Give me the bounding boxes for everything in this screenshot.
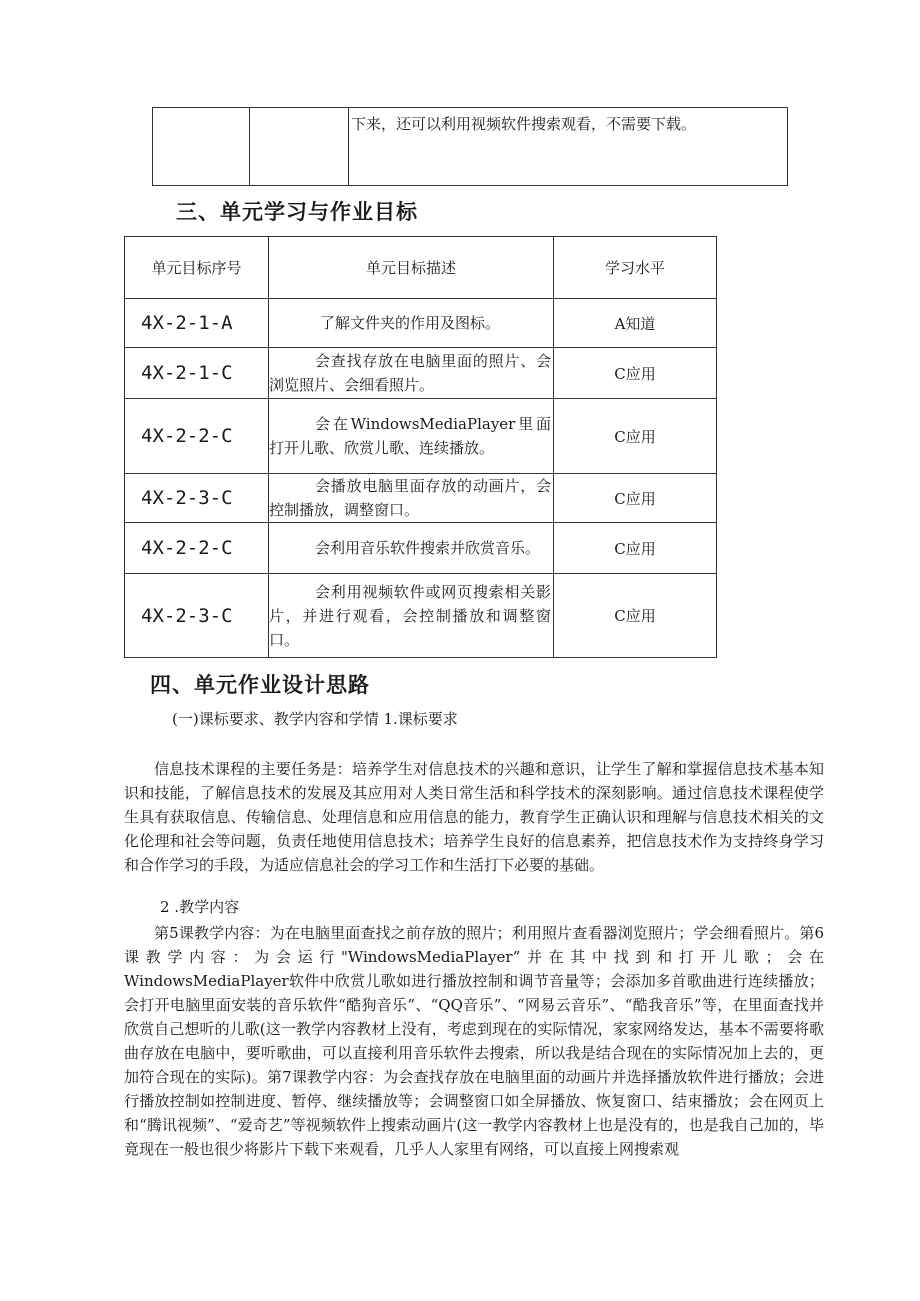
section4-title: 四、单元作业设计思路 [150,673,370,697]
continuation-table [152,107,788,186]
row-level: C应用 [554,523,717,574]
row-code: 4X-2-3-C [125,574,269,658]
continuation-cell-2 [250,108,349,186]
row-desc: 会利用视频软件或网页搜索相关影片，并进行观看，会控制播放和调整窗口。 [269,574,554,658]
subheading-curriculum: (一)课标要求、教学内容和学情 1.课标要求 [172,710,458,728]
row-code: 4X-2-1-A [125,299,269,348]
table-header-row [125,237,717,299]
header-desc: 单元目标描述 [269,237,554,299]
row-level: C应用 [554,574,717,658]
row-level: C应用 [554,474,717,523]
continuation-cell-1 [153,108,250,186]
table-row [125,523,717,574]
row-code: 4X-2-2-C [125,523,269,574]
subheading-content: 2 .教学内容 [160,898,240,916]
row-level: A知道 [554,299,717,348]
section3-title: 三、单元学习与作业目标 [176,200,418,224]
row-code: 4X-2-3-C [125,474,269,523]
row-level: C应用 [554,399,717,474]
row-desc: 会查找存放在电脑里面的照片、会浏览照片、会细看照片。 [269,348,554,399]
header-level: 学习水平 [554,237,717,299]
table-row [125,574,717,658]
row-desc: 了解文件夹的作用及图标。 [269,299,554,348]
objectives-table [124,236,717,658]
paragraph-curriculum: 信息技术课程的主要任务是：培养学生对信息技术的兴趣和意识，让学生了解和掌握信息技术基本知识和技能，了解信息技术的发展及其应用对人类日常生活和科学技术的深刻影响。通过信息技术课程使学生具有获取信息、传输信息、处理信息和应用信息的能力，教育学生正确认识和理解与信息技术相关的文化伦理和社会等问题，负责任地使用信息技术；培养学生良好的信息素养，把信息技术作为支持终身学习和合作学习的手段，为适应信息社会的学习工作和生活打下必要的基础。 [124,760,824,874]
paragraph-content: 第5课教学内容：为在电脑里面查找之前存放的照片；利用照片查看器浏览照片；学会细看照片。第6课教学内容：为会运行"WindowsMediaPlayer”并在其中找到和打开儿歌；会在WindowsMediaPlayer软件中欣赏儿歌如进行播放控制和调节音量等；会添加多首歌曲进行连续播放；会打开电脑里面安装的音乐软件“酷狗音乐”、“QQ音乐”、“网易云音乐”、“酷我音乐”等，在里面查找并欣赏自己想听的儿歌(这一教学内容教材上没有，考虑到现在的实际情况，家家网络发达，基本不需要将歌曲存放在电脑中，要听歌曲，可以直接利用音乐软件去搜索，所以我是结合现在的实际情况加上去的，更加符合现在的实际)。第7课教学内容：为会查找存放在电脑里面的动画片并选择播放软件进行播放；会进行播放控制如控制进度、暂停、继续播放等；会调整窗口如全屏播放、恢复窗口、结束播放；会在网页上和“腾讯视频”、“爱奇艺”等视频软件上搜索动画片(这一教学内容教材上也是没有的，也是我自己加的，毕竟现在一般也很少将影片下载下来观看，几乎人人家里有网络，可以直接上网搜索观 [124,924,824,1158]
table-row [125,348,717,399]
continuation-cell-text: 下来，还可以利用视频软件搜索观看，不需要下载。 [349,108,788,186]
row-level: C应用 [554,348,717,399]
row-desc: 会利用音乐软件搜索并欣赏音乐。 [269,523,554,574]
row-desc: 会播放电脑里面存放的动画片，会控制播放，调整窗口。 [269,474,554,523]
row-code: 4X-2-2-C [125,399,269,474]
row-code: 4X-2-1-C [125,348,269,399]
header-code: 单元目标序号 [125,237,269,299]
table-row [125,299,717,348]
table-row [125,399,717,474]
row-desc: 会在WindowsMediaPlayer里面打开儿歌、欣赏儿歌、连续播放。 [269,399,554,474]
table-row [125,474,717,523]
